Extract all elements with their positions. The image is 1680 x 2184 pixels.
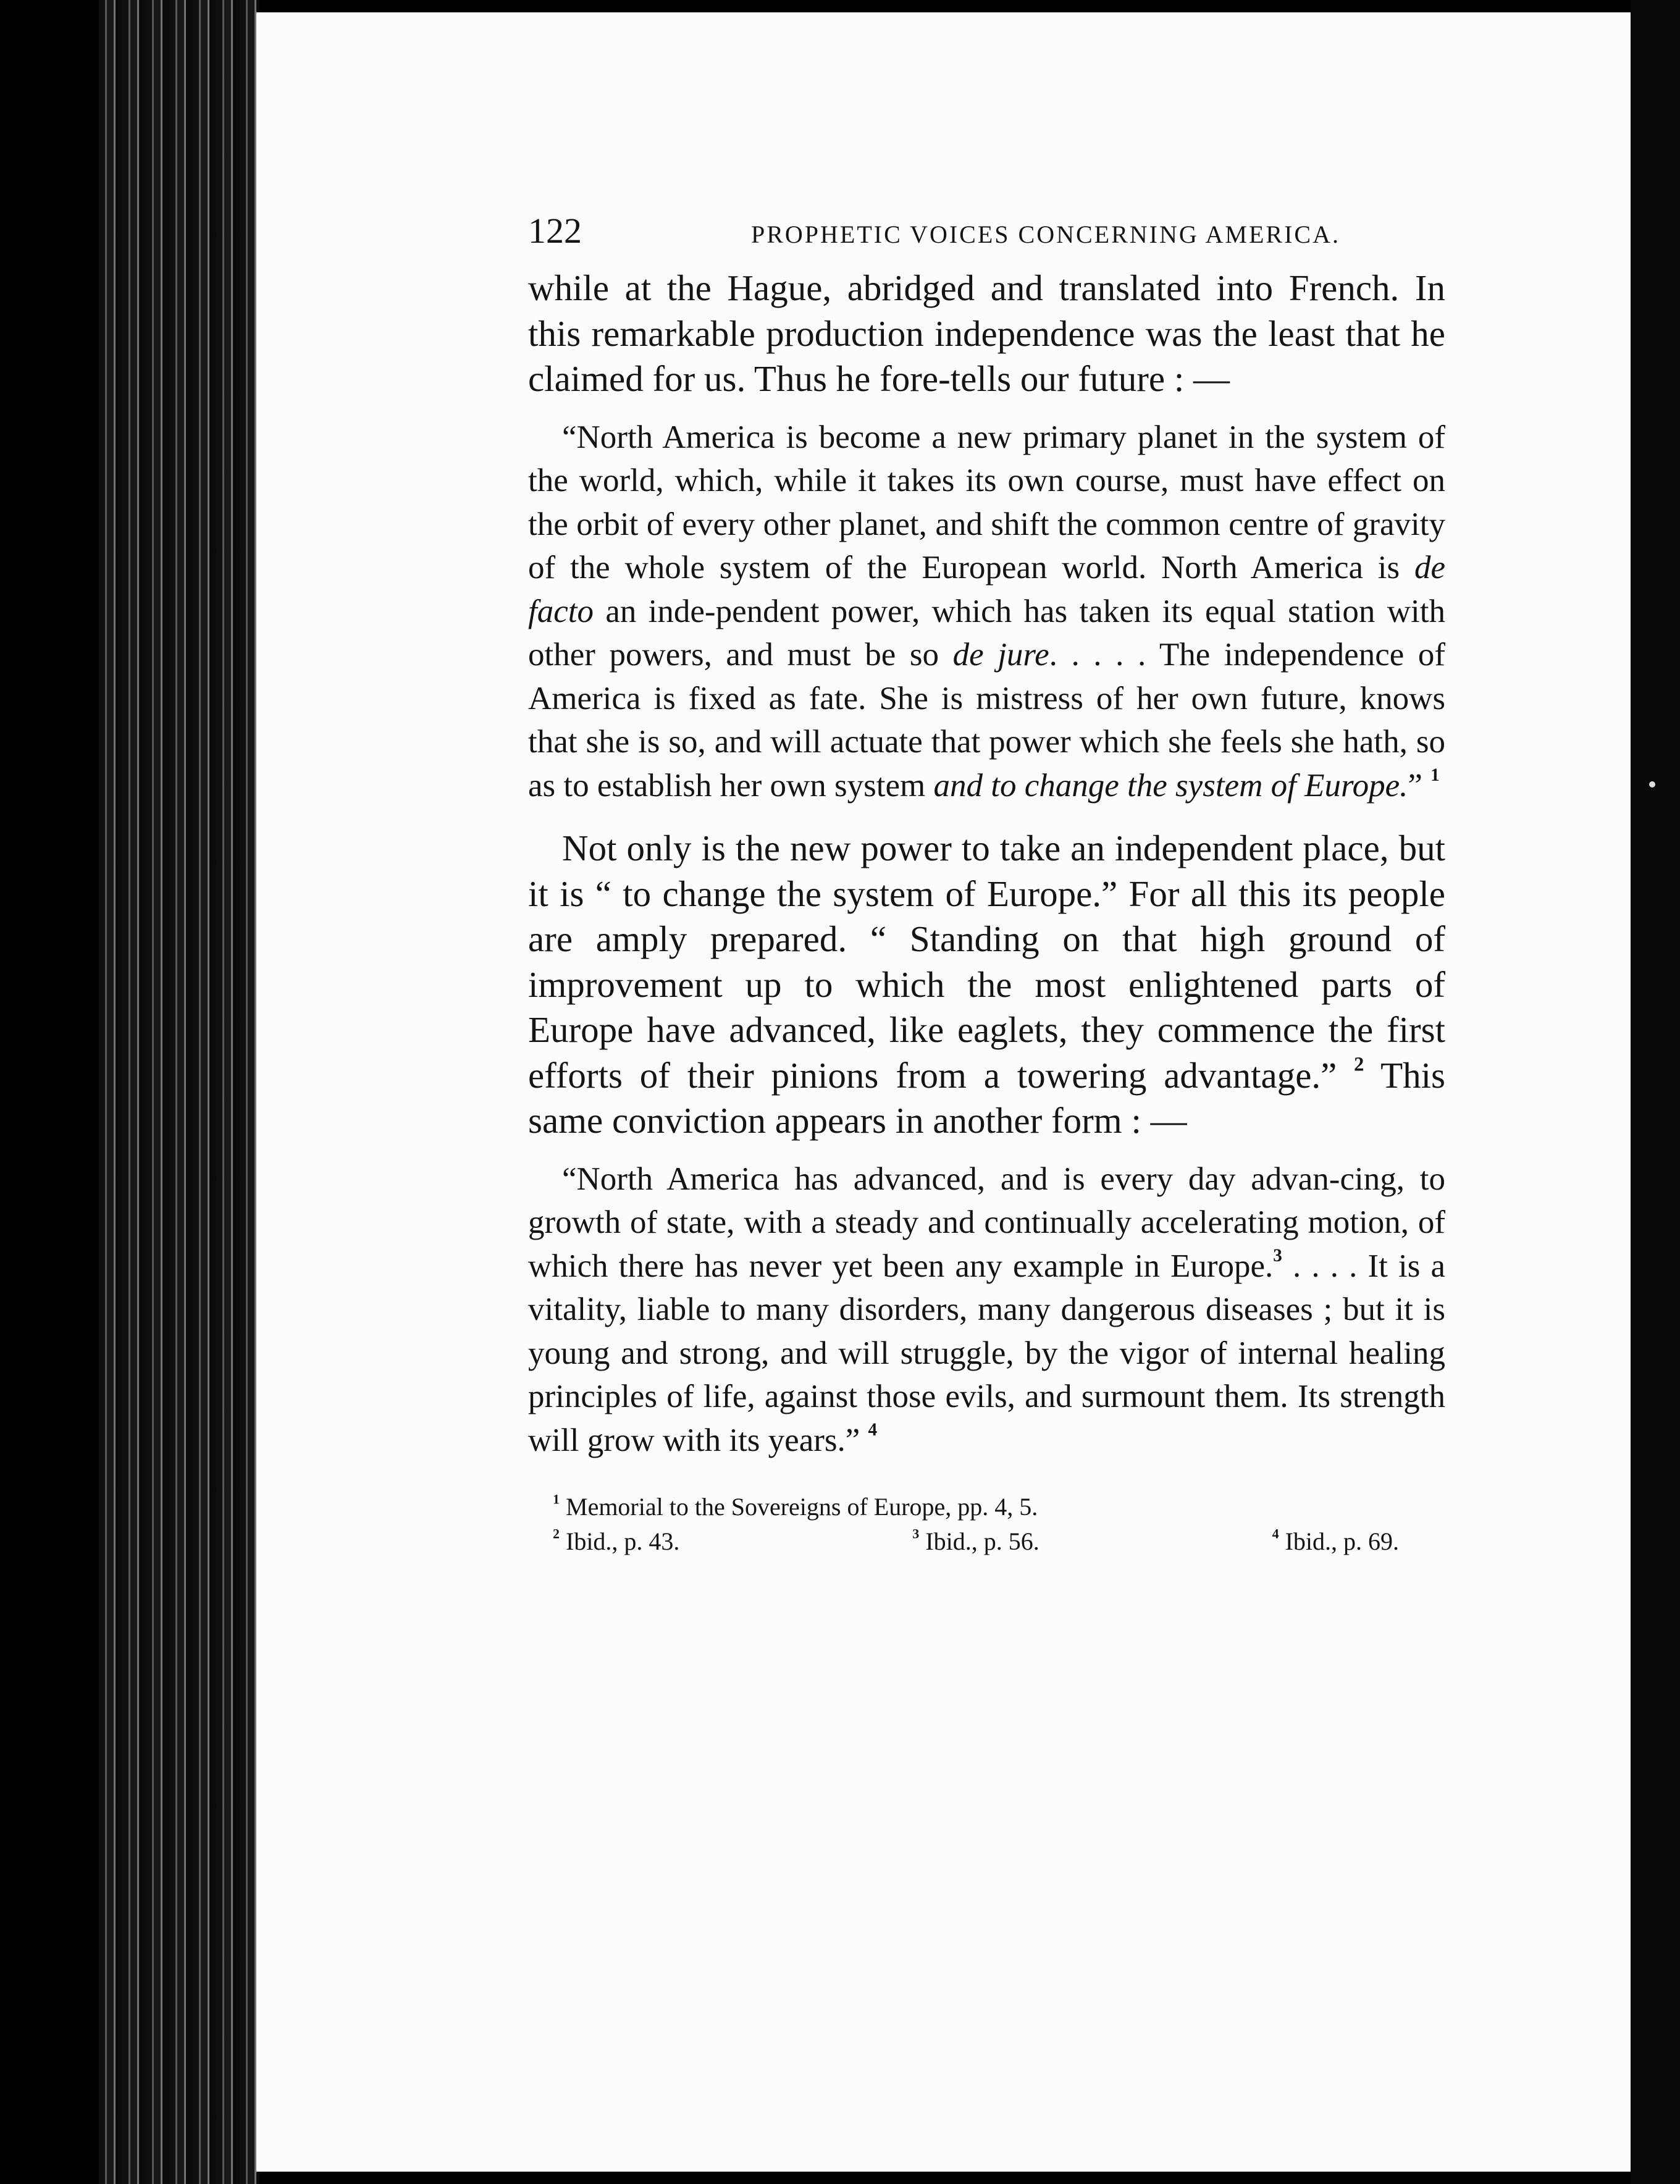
spacer: [528, 807, 1445, 826]
footnote-row: [553, 1524, 1445, 1559]
footnote-text: Ibid., p. 56.: [925, 1527, 1040, 1555]
quote-italic: de jure: [952, 637, 1049, 673]
spacer: [528, 1144, 1445, 1157]
quote-italic: and to change the system of Europe.: [933, 767, 1408, 804]
quotation-2: [528, 1157, 1445, 1463]
quote-text: . . . . . The independence of America is fixed as fate. She is mistress of her own future, knows that she is so, and will actuate that power which she feels she hath, so as to establish her own system: [528, 637, 1445, 804]
footnote-4: [1117, 1524, 1445, 1559]
quote-text: “North America is become a new primary planet in the system of the world, which, while it takes its own course, must have effect on the orbit of every other planet, and shift the common centre of gravity of the whole system of the European world. North America is: [528, 419, 1445, 586]
spacer: [528, 402, 1445, 416]
scan-dot: [1649, 781, 1655, 788]
footnote-text: Ibid., p. 43.: [566, 1527, 680, 1555]
footnote-ref-4[interactable]: 4: [868, 1419, 878, 1440]
footnote-ref-2[interactable]: 2: [1354, 1052, 1364, 1075]
quotation-1: [528, 416, 1445, 808]
right-margin-band: [1631, 0, 1680, 2184]
quote-italic: de facto: [528, 550, 1445, 629]
paragraph-1: while at the Hague, abridged and translated into French. In this remarkable production independence was the least that he claimed for us. Thus he fore-tells our future : —: [528, 267, 1445, 399]
footnotes: [528, 1490, 1445, 1559]
quote-text: ”: [1408, 767, 1422, 804]
page-number: 122: [528, 211, 582, 251]
paragraph-text: This same conviction appears in another form : —: [528, 1054, 1446, 1141]
footnote-text: Ibid., p. 69.: [1285, 1527, 1400, 1555]
page-edges: [99, 0, 259, 2184]
footnote-mark: 3: [912, 1526, 920, 1542]
quote-text: an inde-pendent power, which has taken its equal station with other powers, and must be so: [528, 593, 1445, 673]
text-block: [528, 210, 1445, 1559]
footnote-mark: 2: [553, 1526, 560, 1542]
running-title: PROPHETIC VOICES CONCERNING AMERICA.: [750, 220, 1340, 248]
footnote-mark: 4: [1272, 1526, 1279, 1542]
paragraph-text: Not only is the new power to take an independent place, but it is “ to change the system of Europe.” For all this its people are amply prepared. “ Standing on that high ground of improvement up to which the most enlightened parts of Europe have advanced, like eaglets, they commence the first efforts of their pinions from a towering advantage.”: [528, 828, 1445, 1096]
running-head: [528, 210, 1445, 266]
footnote-2: [553, 1524, 835, 1559]
quote-text: “North America has advanced, and is every day advan-cing, to growth of state, with a steady and continually accelerating motion, of which there has never yet been any example in Europe.: [528, 1161, 1445, 1284]
footnote-1: [553, 1490, 1445, 1524]
footnote-mark: 1: [553, 1491, 560, 1507]
footnote-ref-3[interactable]: 3: [1273, 1245, 1282, 1266]
footnote-text: Memorial to the Sovereigns of Europe, pp. 4, 5.: [566, 1493, 1038, 1521]
paragraph-2: [528, 826, 1445, 1144]
quote-text: . . . . It is a vitality, liable to many disorders, many dangerous diseases ; but it is young and strong, and will struggle, by the vigor of internal healing principles of life, against those evils, and surmount them. Its strength will grow with its years.”: [528, 1248, 1445, 1458]
footnote-ref-1[interactable]: 1: [1430, 765, 1440, 785]
footnote-3: [835, 1524, 1117, 1559]
